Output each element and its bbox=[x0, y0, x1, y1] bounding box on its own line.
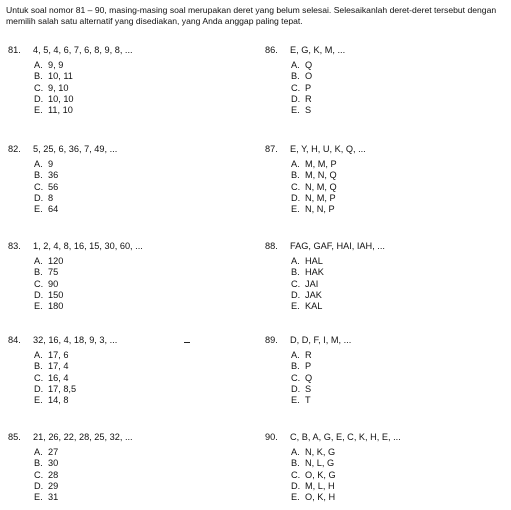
option-letter: B. bbox=[291, 458, 300, 469]
option-letter: A. bbox=[291, 447, 300, 457]
option-text: M, N, Q bbox=[305, 170, 337, 181]
option-letter: A. bbox=[34, 159, 43, 169]
option-letter: E. bbox=[291, 492, 300, 503]
option-letter: E. bbox=[34, 204, 43, 215]
option-text: T bbox=[305, 395, 311, 406]
option-text: 28 bbox=[48, 469, 59, 480]
option-text: KAL bbox=[305, 301, 323, 312]
option-text: HAL bbox=[305, 256, 323, 266]
option-text: 29 bbox=[48, 480, 59, 491]
question-sequence: 5, 25, 6, 36, 7, 49, ... bbox=[33, 144, 118, 154]
option-letter: E. bbox=[34, 395, 43, 406]
question-number: 89. bbox=[265, 335, 278, 345]
option-text: 17, 8,5 bbox=[48, 383, 77, 394]
question-sequence: C, B, A, G, E, C, K, H, E, ... bbox=[290, 432, 401, 442]
option-text: 17, 6 bbox=[48, 350, 69, 360]
option-text: 9, 9 bbox=[48, 60, 64, 70]
option-letter: C. bbox=[291, 82, 301, 93]
option-text: 90 bbox=[48, 278, 59, 289]
option-letter: B. bbox=[291, 361, 300, 372]
option-text: 8 bbox=[48, 192, 54, 203]
option-letter: A. bbox=[291, 256, 300, 266]
option-letter: D. bbox=[291, 289, 301, 300]
option-letter: B. bbox=[291, 267, 300, 278]
question-sequence: 21, 26, 22, 28, 25, 32, ... bbox=[33, 432, 133, 442]
question-sequence: FAG, GAF, HAI, IAH, ... bbox=[290, 241, 385, 251]
option-letter: C. bbox=[291, 181, 301, 192]
option-text: N, M, P bbox=[305, 192, 336, 203]
question-number: 83. bbox=[8, 241, 21, 251]
question-number: 85. bbox=[8, 432, 21, 442]
question-sequence: E, Y, H, U, K, Q, ... bbox=[290, 144, 366, 154]
option-letter: B. bbox=[34, 361, 43, 372]
question-number: 82. bbox=[8, 144, 21, 154]
option-letter: C. bbox=[291, 278, 301, 289]
option-letter: D. bbox=[34, 192, 44, 203]
option-letter: C. bbox=[34, 469, 44, 480]
option-text: 31 bbox=[48, 492, 59, 503]
option-text: HAK bbox=[305, 267, 324, 278]
option-letter: C. bbox=[34, 181, 44, 192]
option-letter: D. bbox=[34, 289, 44, 300]
option-letter: D. bbox=[34, 480, 44, 491]
option-text: 180 bbox=[48, 301, 64, 312]
option-text: 64 bbox=[48, 204, 59, 215]
option-letter: E. bbox=[34, 492, 43, 503]
option-text: P bbox=[305, 361, 312, 372]
question-sequence: 1, 2, 4, 8, 16, 15, 30, 60, ... bbox=[33, 241, 143, 251]
question-number: 87. bbox=[265, 144, 278, 154]
option-letter: E. bbox=[34, 301, 43, 312]
option-letter: D. bbox=[291, 192, 301, 203]
option-text: 10, 11 bbox=[48, 71, 73, 82]
option-letter: A. bbox=[34, 60, 43, 70]
option-letter: C. bbox=[291, 469, 301, 480]
option-letter: B. bbox=[34, 170, 43, 181]
option-letter: C. bbox=[34, 82, 44, 93]
option-letter: C. bbox=[34, 372, 44, 383]
option-text: 9 bbox=[48, 159, 54, 169]
option-letter: E. bbox=[291, 105, 300, 116]
option-text: M, M, P bbox=[305, 159, 337, 169]
option-text: S bbox=[305, 105, 312, 116]
option-text: P bbox=[305, 82, 312, 93]
option-letter: A. bbox=[291, 60, 300, 70]
option-text: 9, 10 bbox=[48, 82, 69, 93]
option-letter: B. bbox=[34, 458, 43, 469]
option-letter: E. bbox=[291, 204, 300, 215]
option-letter: B. bbox=[34, 267, 43, 278]
option-text: N, M, Q bbox=[305, 181, 337, 192]
option-text: 30 bbox=[48, 458, 59, 469]
option-letter: A. bbox=[34, 256, 43, 266]
option-letter: A. bbox=[291, 159, 300, 169]
option-letter: D. bbox=[291, 480, 301, 491]
option-text: 10, 10 bbox=[48, 93, 74, 104]
question-number: 90. bbox=[265, 432, 278, 442]
option-text: M, L, H bbox=[305, 480, 335, 491]
option-text: O, K, H bbox=[305, 492, 336, 503]
option-letter: E. bbox=[34, 105, 43, 116]
option-text: O, K, G bbox=[305, 469, 336, 480]
option-letter: C. bbox=[34, 278, 44, 289]
question-sequence: 4, 5, 4, 6, 7, 6, 8, 9, 8, ... bbox=[33, 45, 133, 55]
option-letter: C. bbox=[291, 372, 301, 383]
option-text: 36 bbox=[48, 170, 59, 181]
option-text: 56 bbox=[48, 181, 59, 192]
option-text: R bbox=[305, 350, 312, 360]
instructions: Untuk soal nomor 81 – 90, masing-masing soal merupakan deret yang belum selesai. Selesaikanlah deret-deret tersebut dengan memilih salah satu alternatif yang disediakan, yang Anda anggap paling tepat. bbox=[6, 5, 497, 26]
option-text: 150 bbox=[48, 289, 64, 300]
option-text: Q bbox=[305, 60, 313, 70]
option-text: R bbox=[305, 93, 312, 104]
option-letter: A. bbox=[291, 350, 300, 360]
option-text: N, L, G bbox=[305, 458, 335, 469]
option-text: N, N, P bbox=[305, 204, 335, 215]
option-letter: B. bbox=[291, 71, 300, 82]
option-text: 120 bbox=[48, 256, 64, 266]
option-letter: B. bbox=[291, 170, 300, 181]
option-text: 16, 4 bbox=[48, 372, 69, 383]
option-text: S bbox=[305, 383, 312, 394]
option-letter: A. bbox=[34, 447, 43, 457]
option-text: 17, 4 bbox=[48, 361, 69, 372]
option-letter: B. bbox=[34, 71, 43, 82]
option-text: 75 bbox=[48, 267, 59, 278]
option-text: 27 bbox=[48, 447, 59, 457]
option-text: 11, 10 bbox=[48, 105, 73, 116]
option-letter: D. bbox=[34, 93, 44, 104]
stray-mark bbox=[184, 342, 190, 343]
question-number: 84. bbox=[8, 335, 21, 345]
question-sequence: 32, 16, 4, 18, 9, 3, ... bbox=[33, 335, 118, 345]
option-letter: D. bbox=[291, 383, 301, 394]
option-text: JAK bbox=[305, 289, 322, 300]
option-text: 14, 8 bbox=[48, 395, 69, 406]
question-number: 88. bbox=[265, 241, 278, 251]
question-number: 86. bbox=[265, 45, 278, 55]
option-letter: E. bbox=[291, 301, 300, 312]
option-text: JAI bbox=[305, 278, 319, 289]
question-sequence: E, G, K, M, ... bbox=[290, 45, 346, 55]
option-letter: D. bbox=[34, 383, 44, 394]
option-letter: A. bbox=[34, 350, 43, 360]
option-text: N, K, G bbox=[305, 447, 336, 457]
option-text: Q bbox=[305, 372, 313, 383]
question-number: 81. bbox=[8, 45, 21, 55]
option-letter: D. bbox=[291, 93, 301, 104]
question-sequence: D, D, F, I, M, ... bbox=[290, 335, 352, 345]
option-text: O bbox=[305, 71, 313, 82]
option-letter: E. bbox=[291, 395, 300, 406]
